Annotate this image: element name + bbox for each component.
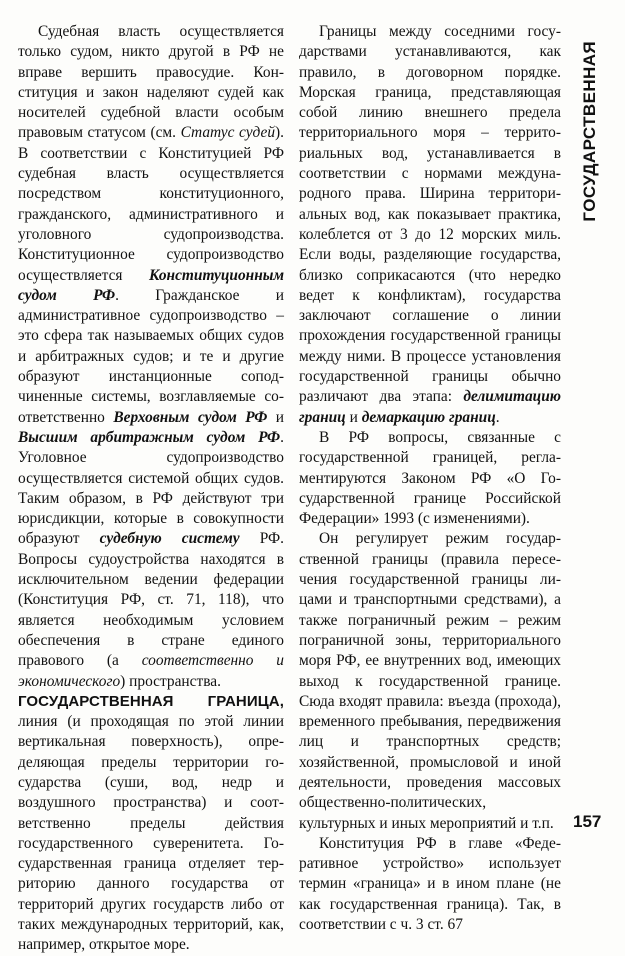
section-tab [575,22,605,240]
cross-reference: Статус судей [180,124,276,142]
paragraph-judicial-power [18,22,284,692]
cross-reference: Высшим арбитражным судом РФ [18,428,281,446]
cross-reference: демаркацию границ [361,408,496,426]
text-span: Судебная власть осуществляется только судом, никто другой в РФ не вправе вершить правосудие. Конституция и закон наделяют судей как носителей судебной власти особым правовым статусом (см. [18,23,284,142]
cross-reference: делимитацию границ [299,388,561,426]
text-span: и [345,408,362,426]
entry-headword: ГОСУДАРСТВЕННАЯ ГРАНИЦА, [18,692,284,710]
paragraph-constitution: Конституция РФ в главе «Федеративное устройство» использует термин «граница» и в ином плане (не как государственная граница). Так, в соответствии с ч. 3 ст. 67 [299,834,561,934]
cross-reference: судебную систему [99,530,240,548]
paragraph-border-regime: Он регулирует режим государственной границы (правила пересечения государственной границы лицами и транспортными средствами), а также пограничный режим – режим пограничной зоны, территориального моря РФ, ее внутренних вод, имеющих выход к государственной границе. Сюда входят правила: въезда (прохода), временного пребывания, передвижения лиц и транспортных средств; хозяйственной, промысловой и иной деятельности, проведения массовых общественно-политических, культурных и иных мероприятий и т.п. [299,530,561,832]
text-span: . Гражданское и административное судопроизводство – это сфера так называемых общих судов и арбитражных судов; и те и другие образуют инстанционные соподчиненные системы, возглавляемые соответственно [18,286,284,426]
text-span: ) пространства. [120,672,221,690]
text-span: ). В соответствии с Конституцией РФ судебная власть осуществляется посредством конституционного, гражданского, административного и уголовного судопроизводства. Конституционное судопроизводство осуществляется [18,124,285,284]
text-span: Границы между соседними государствами устанавливаются, как правило, в договорном порядке. Морская граница, представляющая собой линию внешнего предела территориального моря – территориальных вод, устанавливается в соответствии с нормами международного права. Ширина территориальных вод, как показывает практика, колеблется от 3 до 12 морских миль. Если воды, разделяющие государства, близко соприкасаются (что нередко ведет к конфликтам), государства заключают соглашение о линии прохождения государственной границы между ними. В процессе установления государственной границы обычно различают два этапа: [299,23,561,406]
paragraph-state-border-entry [18,692,284,956]
text-span: линия (и проходящая по этой линии вертикальная поверхность), определяющая пределы территории государства (суши, вод, недр и воздушного пространства) и соответственно пределы действия государственного суверенитета. Государственная граница отделяет территорию данного государства от территорий других государств либо от таких международных территорий, как, например, открытое море. [18,713,284,954]
right-column [299,22,561,935]
section-tab-label: ГОСУДАРСТВЕННАЯ [580,40,599,222]
text-span: РФ. Вопросы судоустройства находятся в исключительном ведении федерации (Конституция РФ, ст. 71, 118), что является необходимым условием обеспечения в стране единого правового (а [18,530,285,670]
paragraph-borders [299,22,561,428]
paragraph-law-reference: В РФ вопросы, связанные с государственной границей, регламентируются Законом РФ «О Государственной границе Российской Федерации» 1993 (с изменениями). [299,428,561,528]
page-number: 157 [573,812,602,831]
left-column [18,22,284,956]
text-span: . Уголовное судопроизводство осуществляется системой общих судов. Таким образом, в РФ действуют три юрисдикции, которые в совокупности образуют [18,428,284,548]
italic-text: соответственно и экономического [18,652,284,690]
cross-reference: Конституционным судом РФ [18,266,284,304]
text-span: и [267,408,284,426]
cross-reference: Верховным судом РФ [113,408,268,426]
text-span: . [495,408,500,426]
